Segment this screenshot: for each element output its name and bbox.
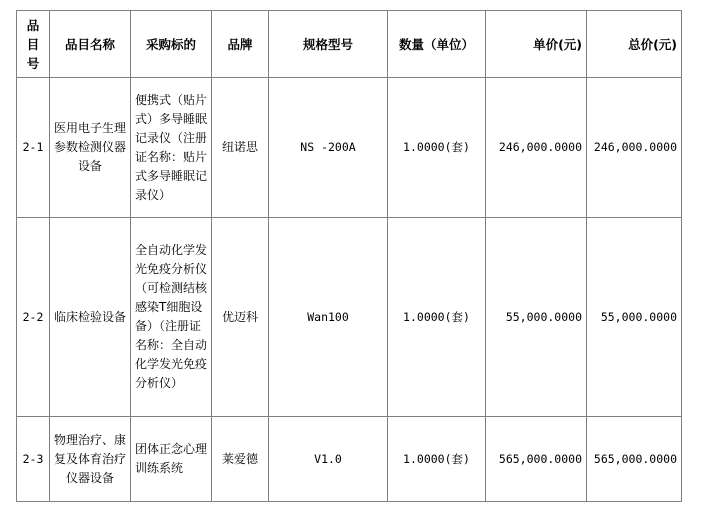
header-quantity: 数量（单位）: [388, 11, 486, 78]
cell-total-price: 565,000.0000: [587, 417, 682, 502]
header-total-price: 总价(元): [587, 11, 682, 78]
cell-brand: 莱爱德: [212, 417, 269, 502]
cell-category: 物理治疗、康复及体育治疗仪器设备: [50, 417, 131, 502]
header-unit-price: 单价(元): [486, 11, 587, 78]
cell-item-no: 2-3: [17, 417, 50, 502]
cell-total-price: 55,000.0000: [587, 218, 682, 417]
header-item: 采购标的: [131, 11, 212, 78]
cell-item: 全自动化学发光免疫分析仪（可检测结核感染T细胞设备）（注册证名称：全自动化学发光免疫分析仪）: [131, 218, 212, 417]
cell-unit-price: 55,000.0000: [486, 218, 587, 417]
cell-quantity: 1.0000(套): [388, 417, 486, 502]
cell-item-no: 2-1: [17, 78, 50, 218]
table-header-row: [17, 11, 682, 78]
procurement-table: [16, 10, 682, 502]
header-item-no: 品目号: [17, 11, 50, 78]
table-row: [17, 78, 682, 218]
cell-model: Wan100: [269, 218, 388, 417]
cell-quantity: 1.0000(套): [388, 78, 486, 218]
table-row: [17, 417, 682, 502]
header-model: 规格型号: [269, 11, 388, 78]
cell-model: V1.0: [269, 417, 388, 502]
table-row: [17, 218, 682, 417]
cell-category: 临床检验设备: [50, 218, 131, 417]
cell-unit-price: 246,000.0000: [486, 78, 587, 218]
cell-item: 团体正念心理训练系统: [131, 417, 212, 502]
cell-category: 医用电子生理参数检测仪器设备: [50, 78, 131, 218]
header-category: 品目名称: [50, 11, 131, 78]
cell-brand: 纽诺思: [212, 78, 269, 218]
cell-quantity: 1.0000(套): [388, 218, 486, 417]
cell-total-price: 246,000.0000: [587, 78, 682, 218]
cell-item-no: 2-2: [17, 218, 50, 417]
header-brand: 品牌: [212, 11, 269, 78]
cell-model: NS -200A: [269, 78, 388, 218]
cell-unit-price: 565,000.0000: [486, 417, 587, 502]
cell-brand: 优迈科: [212, 218, 269, 417]
cell-item: 便携式（贴片式）多导睡眠记录仪（注册证名称：贴片式多导睡眠记录仪）: [131, 78, 212, 218]
